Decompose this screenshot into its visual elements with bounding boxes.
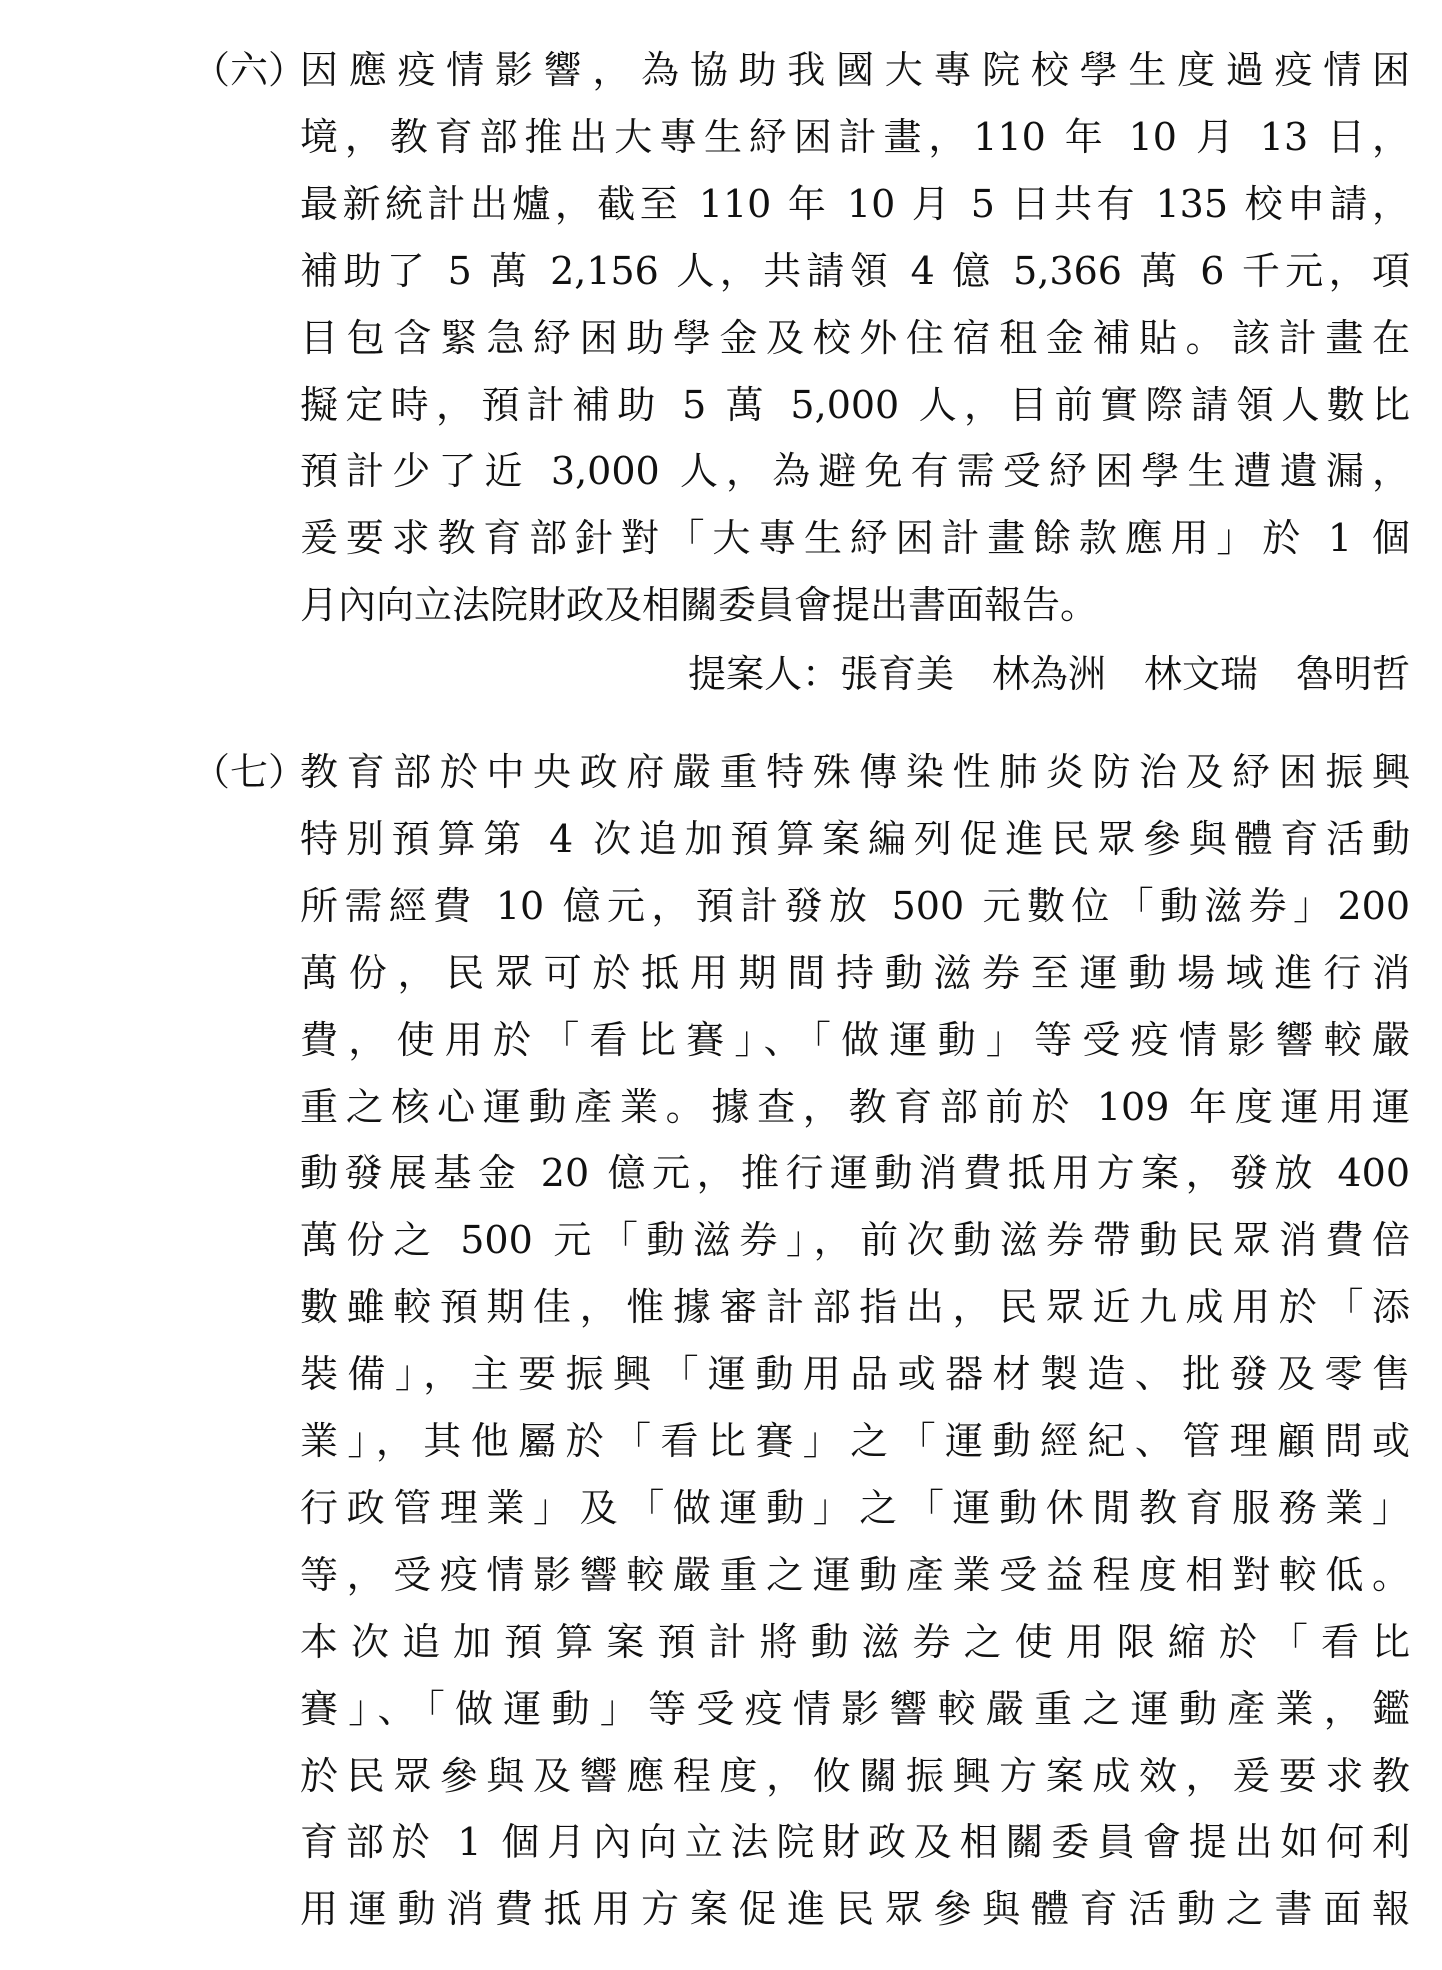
text-line: 費，使用於「看比賽」、「做運動」等受疫情影響較嚴 (300, 1017, 1410, 1062)
text-line: 月內向立法院財政及相關委員會提出書面報告。 (300, 583, 1099, 628)
text-line: 用運動消費抵用方案促進民眾參與體育活動之書面報 (300, 1887, 1410, 1932)
text-line: 等，受疫情影響較嚴重之運動產業受益程度相對較低。 (300, 1552, 1410, 1597)
text-line: 預計少了近 3,000 人，為避免有需受紓困學生遭遺漏， (300, 449, 1410, 494)
item-number-label: （七） (192, 750, 307, 794)
text-line: 教育部於中央政府嚴重特殊傳染性肺炎防治及紓困振興 (300, 750, 1410, 794)
proposers-signature-line: 提案人：張育美 林為洲 林文瑞 魯明哲 (687, 652, 1410, 697)
text-line: 擬定時，預計補助 5 萬 5,000 人，目前實際請領人數比 (300, 382, 1410, 427)
text-line: 本次追加預算案預計將動滋券之使用限縮於「看比 (300, 1619, 1410, 1664)
text-line: 目包含緊急紓困助學金及校外住宿租金補貼。該計畫在 (300, 315, 1410, 360)
text-line: 爰要求教育部針對「大專生紓困計畫餘款應用」於 1 個 (300, 516, 1410, 561)
text-line: 動發展基金 20 億元，推行運動消費抵用方案，發放 400 (300, 1151, 1410, 1196)
text-line: 育部於 1 個月內向立法院財政及相關委員會提出如何利 (300, 1820, 1410, 1865)
text-line: 特別預算第 4 次追加預算案編列促進民眾參與體育活動 (300, 816, 1410, 861)
text-line: 行政管理業」及「做運動」之「運動休閒教育服務業」 (300, 1485, 1410, 1530)
text-line: 所需經費 10 億元，預計發放 500 元數位「動滋券」200 (300, 883, 1410, 928)
text-line: 萬份之 500 元「動滋券」，前次動滋券帶動民眾消費倍 (300, 1218, 1410, 1263)
text-line: 最新統計出爐，截至 110 年 10 月 5 日共有 135 校申請， (300, 181, 1410, 226)
text-line: 數雖較預期佳，惟據審計部指出，民眾近九成用於「添 (300, 1285, 1410, 1330)
text-line: 因應疫情影響，為協助我國大專院校學生度過疫情困 (300, 48, 1410, 92)
text-line: 業」，其他屬於「看比賽」之「運動經紀、管理顧問或 (300, 1419, 1410, 1463)
text-line: 萬份，民眾可於抵用期間持動滋券至運動場域進行消 (300, 950, 1410, 995)
text-line: 重之核心運動產業。據查，教育部前於 109 年度運用運 (300, 1084, 1410, 1129)
text-line: 於民眾參與及響應程度，攸關振興方案成效，爰要求教 (300, 1753, 1410, 1798)
text-line: 境，教育部推出大專生紓困計畫，110 年 10 月 13 日， (300, 114, 1410, 159)
text-line: 裝備」，主要振興「運動用品或器材製造、批發及零售 (300, 1352, 1410, 1397)
text-line: 補助了 5 萬 2,156 人，共請領 4 億 5,366 萬 6 千元，項 (300, 248, 1410, 293)
item-number-label: （六） (192, 48, 307, 92)
text-line: 賽」、「做運動」等受疫情影響較嚴重之運動產業，鑑 (300, 1686, 1410, 1731)
